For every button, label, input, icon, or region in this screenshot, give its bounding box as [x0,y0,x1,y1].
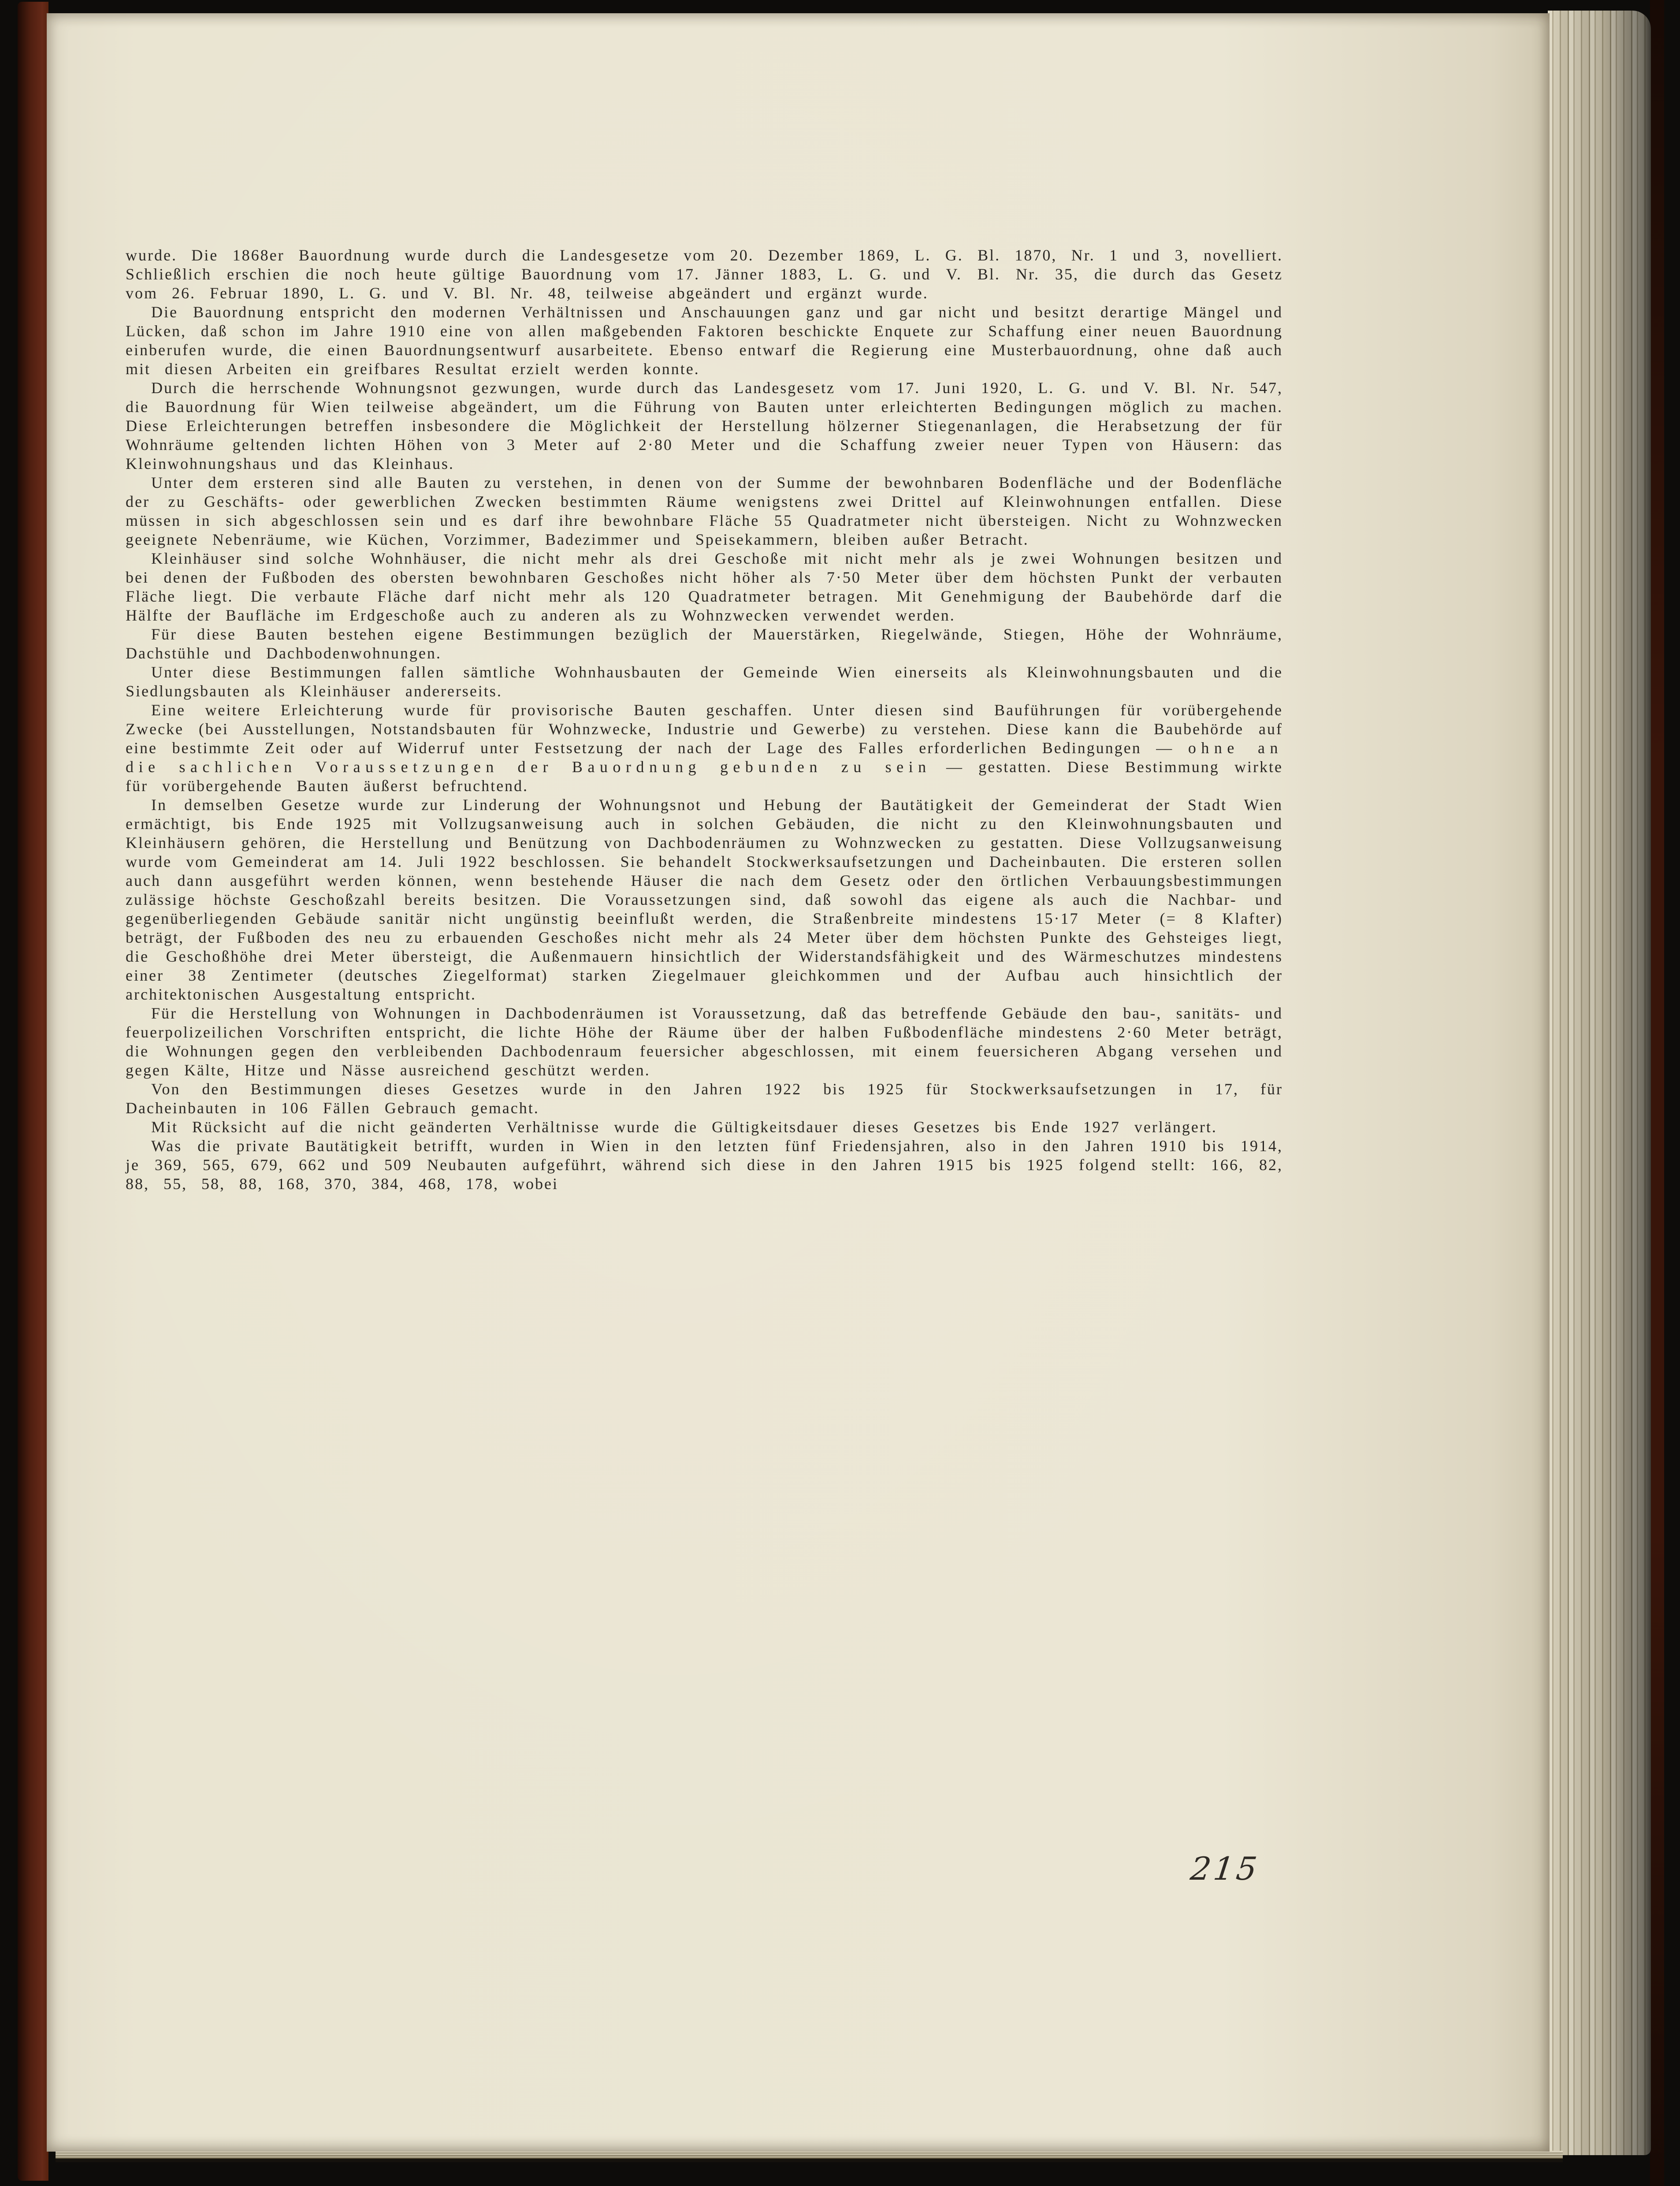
book-page [47,13,1550,2152]
paragraph: In demselben Gesetze wurde zur Linderung der Wohnungsnot und Hebung der Bautätigkeit der Gemeinderat der Stadt Wien ermächtigt, bis Ende 1925 mit Vollzugsanweisung auch in solchen Gebäuden, die nicht zu den Kleinwohnungsbauten und Kleinhäusern gehören, die Herstellung und Benützung von Dachbodenräumen zu Wohnzwecken zu gestatten. Diese Vollzugsanweisung wurde vom Gemeinderat am 14. Juli 1922 beschlossen. Sie behandelt Stockwerksaufsetzungen und Dacheinbauten. Die ersteren sollen auch dann ausgeführt werden können, wenn bestehende Häuser die nach dem Gesetz oder den örtlichen Verbauungsbestimmungen zulässige höchste Geschoßzahl bereits besitzen. Die Voraussetzungen sind, daß sowohl das eigene als auch die Nachbar- und gegenüberliegenden Gebäude sanitär nicht ungünstig beeinflußt werden, die Straßenbreite mindestens 15·17 Meter (= 8 Klafter) beträgt, der Fußboden des neu zu erbauenden Geschoßes nicht mehr als 24 Meter über dem höchsten Punkte des Gehsteiges liegt, die Geschoßhöhe drei Meter übersteigt, die Außenmauern hinsichtlich der Widerstandsfähigkeit und des Wärmeschutzes mindestens einer 38 Zentimeter (deutsches Ziegelformat) starken Ziegelmauer gleichkommen und der Aufbau auch hinsichtlich der architektonischen Ausgestaltung entspricht. [126,796,1283,1003]
paragraph: Die Bauordnung entspricht den modernen Verhältnissen und Anschauungen ganz und gar nicht und besitzt derartige Mängel und Lücken, daß schon im Jahre 1910 eine von allen maßgebenden Faktoren beschickte Enquete zur Schaffung einer neuen Bauordnung einberufen wurde, die einen Bauordnungsentwurf ausarbeitete. Ebenso entwarf die Regierung eine Musterbauordnung, ohne daß auch mit diesen Arbeiten ein greifbares Resultat erzielt werden konnte. [126,303,1283,378]
book-cover-left-edge [18,2,48,2181]
paragraph: Was die private Bautätigkeit betrifft, wurden in Wien in den letzten fünf Friedensjahren, also in den Jahren 1910 bis 1914, je 369, 565, 679, 662 und 509 Neubauten aufgeführt, während sich diese in den Jahren 1915 bis 1925 folgend stellt: 166, 82, 88, 55, 58, 88, 168, 370, 384, 468, 178, wobei [126,1137,1283,1193]
paragraph: wurde. Die 1868er Bauordnung wurde durch die Landesgesetze vom 20. Dezember 1869, L. G. Bl. 1870, Nr. 1 und 3, novelliert. Schließlich erschien die noch heute gültige Bauordnung vom 17. Jänner 1883, L. G. und V. Bl. Nr. 35, die durch das Gesetz vom 26. Februar 1890, L. G. und V. Bl. Nr. 48, teilweise abgeändert und ergänzt wurde. [126,246,1283,302]
letterspaced-phrase: ohne an die sachlichen Voraussetzungen der Bauordnung gebunden zu sein [126,739,1283,776]
page-stack-right-edges [1548,11,1651,2155]
paragraph: Unter dem ersteren sind alle Bauten zu verstehen, in denen von der Summe der bewohnbaren Bodenfläche und der Bodenfläche der zu Geschäfts- oder gewerblichen Zwecken bestimmten Räume wenigstens zwei Drittel auf Kleinwohnungen entfallen. Diese müssen in sich abgeschlossen sein und es darf ihre bewohnbare Fläche 55 Quadratmeter nicht übersteigen. Nicht zu Wohnzwecken geeignete Nebenräume, wie Küchen, Vorzimmer, Badezimmer und Speisekammern, bleiben außer Betracht. [126,474,1283,548]
paragraph: Unter diese Bestimmungen fallen sämtliche Wohnhausbauten der Gemeinde Wien einerseits als Kleinwohnungsbauten und die Siedlungsbauten als Kleinhäuser andererseits. [126,663,1283,700]
text-block [126,246,1283,1193]
paragraph: Kleinhäuser sind solche Wohnhäuser, die nicht mehr als drei Geschoße mit nicht mehr als je zwei Wohnungen besitzen und bei denen der Fußboden des obersten bewohnbaren Geschoßes nicht höher als 7·50 Meter über dem höchsten Punkt der verbauten Fläche liegt. Die verbaute Fläche darf nicht mehr als 120 Quadratmeter betragen. Mit Genehmigung der Baubehörde darf die Hälfte der Baufläche im Erdgeschoße auch zu anderen als zu Wohnzwecken verwendet werden. [126,550,1283,624]
paragraph: Für diese Bauten bestehen eigene Bestimmungen bezüglich der Mauerstärken, Riegelwände, Stiegen, Höhe der Wohnräume, Dachstühle und Dachbodenwohnungen. [126,625,1283,662]
paragraph: Von den Bestimmungen dieses Gesetzes wurde in den Jahren 1922 bis 1925 für Stockwerksaufsetzungen in 17, für Dacheinbauten in 106 Fällen Gebrauch gemacht. [126,1080,1283,1117]
paragraph-segment: Eine weitere Erleichterung wurde für provisorische Bauten geschaffen. Unter diesen sind Bauführungen für vorübergehende Zwecke (bei Ausstellungen, Notstandsbauten für Wohnzwecke, Industrie und Gewerbe) zu verstehen. Diese kann die Baubehörde auf eine bestimmte Zeit oder auf Widerruf unter Festsetzung der nach der Lage des Falles erforderlichen Bedingungen — [126,701,1283,757]
paragraph: Mit Rücksicht auf die nicht geänderten Verhältnisse wurde die Gültigkeitsdauer dieses Gesetzes bis Ende 1927 verlängert. [151,1118,1217,1136]
paragraph: Durch die herrschende Wohnungsnot gezwungen, wurde durch das Landesgesetz vom 17. Juni 1920, L. G. und V. Bl. Nr. 547, die Bauordnung für Wien teilweise abgeändert, um die Führung von Bauten unter erleichterten Bedingungen möglich zu machen. Diese Erleichterungen betreffen insbesondere die Möglichkeit der Herstellung hölzerner Stiegenanlagen, die Herabsetzung der für Wohnräume geltenden lichten Höhen von 3 Meter auf 2·80 Meter und die Schaffung zweier neuer Typen von Häusern: das Kleinwohnungshaus und das Kleinhaus. [126,379,1283,472]
paragraph: Für die Herstellung von Wohnungen in Dachbodenräumen ist Voraussetzung, daß das betreffende Gebäude den bau-, sanitäts- und feuerpolizeilichen Vorschriften entspricht, die lichte Höhe der Räume über der halben Fußbodenfläche mindestens 2·60 Meter beträgt, die Wohnungen gegen den verbleibenden Dachbodenraum feuersicher abgeschlossen, mit einem feuersicheren Abgang versehen und gegen Kälte, Hitze und Nässe ausreichend geschützt werden. [126,1004,1283,1079]
page-number: 215 [1188,1850,1262,1887]
paragraph-segment: — gestatten. Diese Bestimmung wirkte für vorübergehende Bauten äußerst befruchtend. [126,758,1283,795]
paragraph [126,701,1283,796]
page-stack-bottom-edges [56,2151,1563,2162]
book-cover-right-edge [1650,0,1664,2186]
